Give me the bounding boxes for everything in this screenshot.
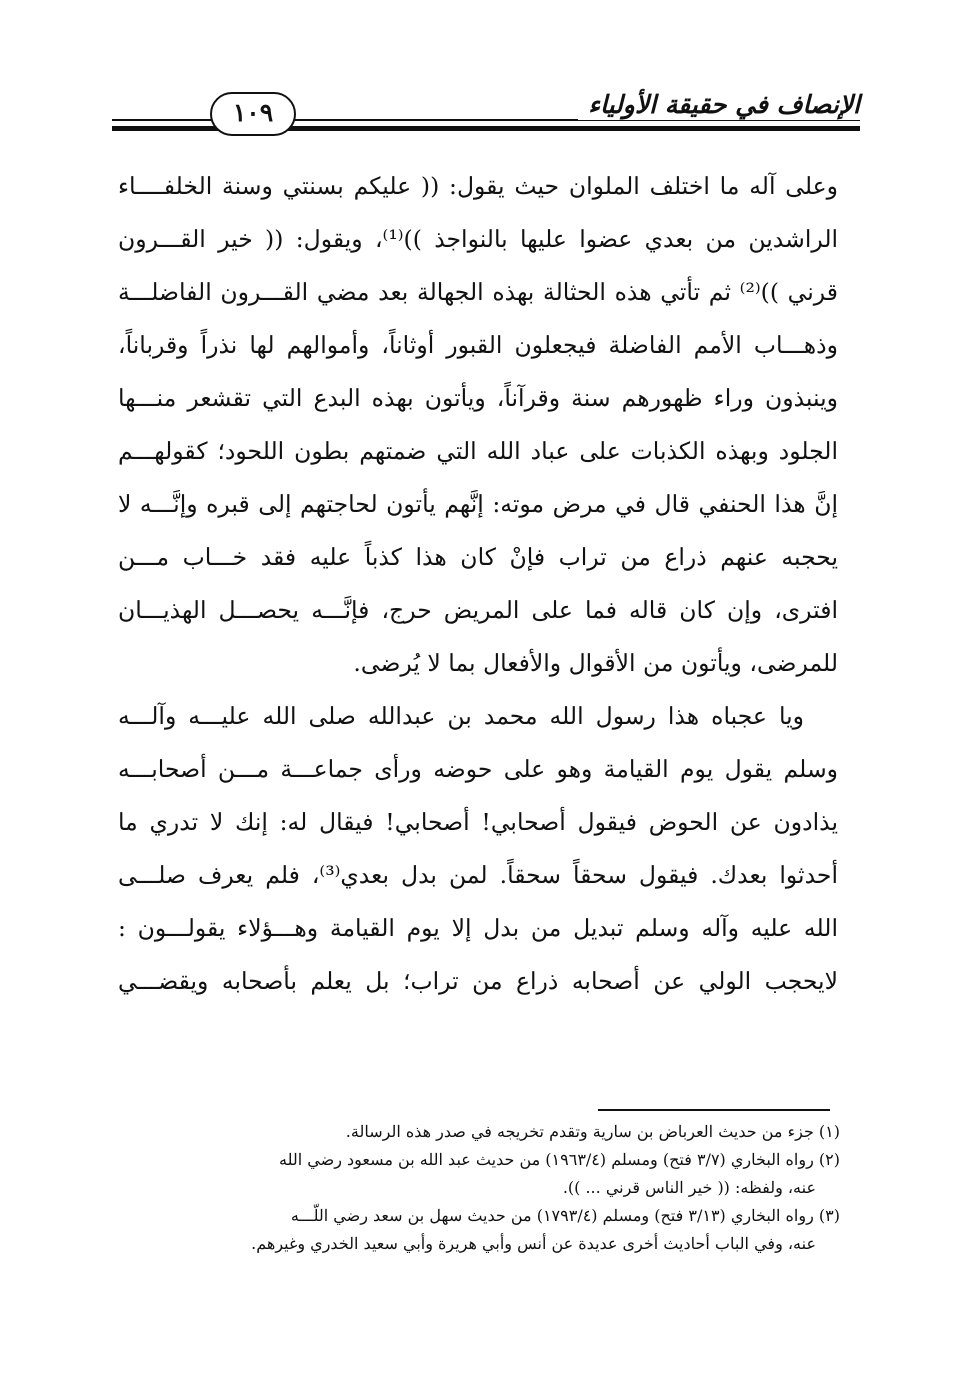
text-line: الجلود وبهذه الكذبات على عباد الله التي ضمتهم بطون اللحود؛ كقولهـــم	[118, 437, 838, 465]
text-line: وذهـــاب الأمم الفاضلة فيجعلون القبور أوثاناً، وأموالهم لها نذراً وقرباناً،	[118, 331, 838, 359]
text-line: الراشدين من بعدي عضوا عليها بالنواجذ ))⁽¹⁾، ويقول: (( خير القـــرون	[118, 225, 838, 253]
page-number: ١٠٩	[210, 92, 296, 136]
footnote-line: عنه، ولفظه: (( خير الناس قرني ... )).	[562, 1178, 816, 1197]
text-line: افترى، وإن كان قاله فما على المريض حرج، فإنَّـــه يحصـــل الهذيـــان	[118, 596, 838, 624]
text-line: إنَّ هذا الحنفي قال في مرض موته: إنَّهم يأتون لحاجتهم إلى قبره وإنَّـــه لا	[118, 490, 838, 518]
text-line: ويا عجباه هذا رسول الله محمد بن عبدالله صلى الله عليـــه وآلـــه	[118, 702, 804, 730]
text-line: قرني ))⁽²⁾ ثم تأتي هذه الحثالة بهذه الجهالة بعد مضي القـــرون الفاضلـــة	[118, 278, 838, 306]
page-header	[112, 88, 860, 148]
footnote-line: عنه، وفي الباب أحاديث أخرى عديدة عن أنس وأبي هريرة وأبي سعيد الخدري وغيرهم.	[251, 1234, 816, 1253]
footnote-line: (٢) رواه البخاري (٣/٧ فتح) ومسلم (١٩٦٣/٤) من حديث عبد الله بن مسعود رضي الله	[279, 1150, 840, 1169]
text-line: للمرضى، ويأتون من الأقوال والأفعال بما لا يُرضى.	[353, 649, 838, 677]
footnote-line: (١) جزء من حديث العرباض بن سارية وتقدم تخريجه في صدر هذه الرسالة.	[345, 1122, 840, 1141]
text-line: أحدثوا بعدك. فيقول سحقاً سحقاً. لمن بدل بعدي⁽³⁾، فلم يعرف صلـــى	[118, 861, 838, 889]
main-text	[118, 160, 838, 1008]
footnotes	[118, 1118, 840, 1258]
text-line: الله عليه وآله وسلم تبديل من بدل إلا يوم القيامة وهـــؤلاء يقولـــون :	[118, 914, 838, 942]
text-line: لايحجب الولي عن أصحابه ذراع من تراب؛ بل يعلم بأصحابه ويقضـــي	[118, 967, 838, 995]
text-line: وعلى آله ما اختلف الملوان حيث يقول: (( عليكم بسنتي وسنة الخلفــــاء	[118, 172, 838, 200]
footnote-line: (٣) رواه البخاري (٣/١٣ فتح) ومسلم (١٧٩٣/٤) من حديث سهل بن سعد رضي اللّـــه	[290, 1206, 840, 1225]
text-line: يحجبه عنهم ذراع من تراب فإنْ كان هذا كذباً عليه فقد خـــاب مـــن	[118, 543, 838, 571]
text-line: وينبذون وراء ظهورهم سنة وقرآناً، ويأتون بهذه البدع التي تقشعر منـــها	[118, 384, 838, 412]
running-title: الإنصاف في حقيقة الأولياء	[578, 90, 860, 120]
footnote-separator	[598, 1109, 830, 1111]
text-line: وسلم يقول يوم القيامة وهو على حوضه ورأى جماعـــة مـــن أصحابـــه	[118, 755, 838, 783]
text-line: يذادون عن الحوض فيقول أصحابي! أصحابي! فيقال له: إنك لا تدري ما	[118, 808, 838, 836]
